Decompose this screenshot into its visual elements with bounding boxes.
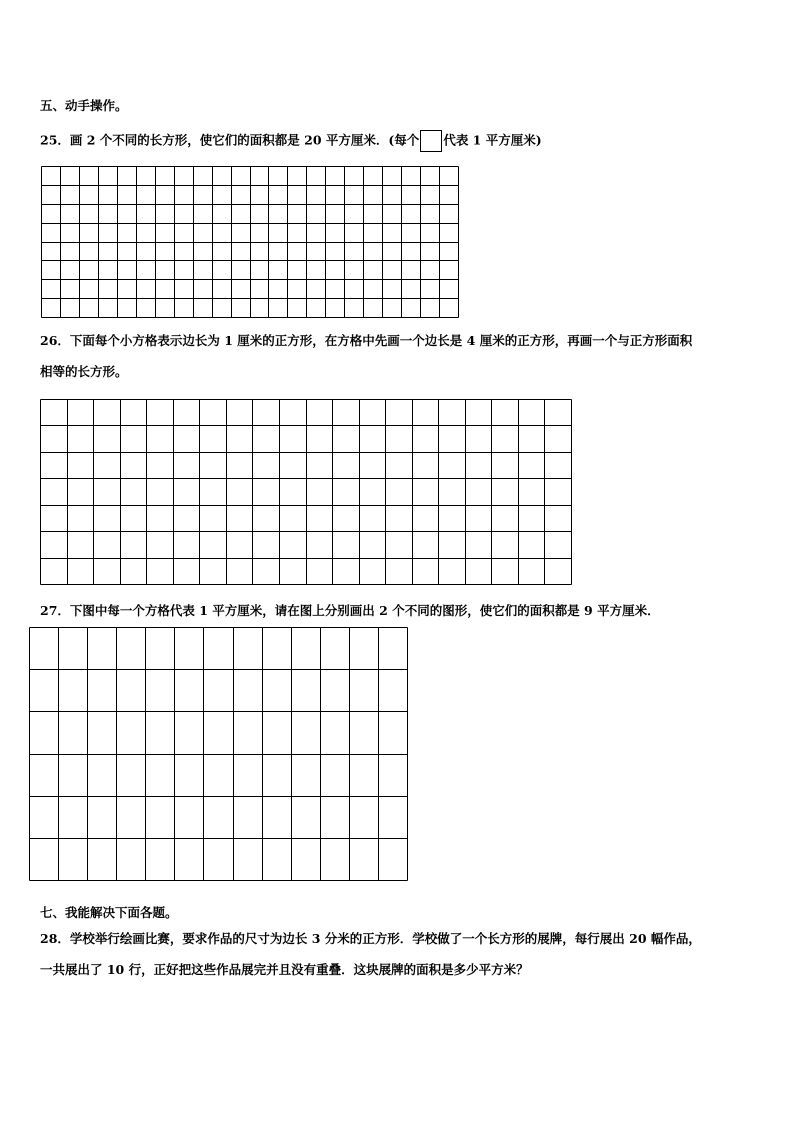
- question-25-grid[interactable]: [41, 166, 459, 318]
- section-5-heading: 五、动手操作。: [40, 98, 128, 113]
- unit-square-icon: [420, 130, 442, 152]
- section-7-heading: 七、我能解决下面各题。: [40, 905, 178, 920]
- question-27-prompt: 27．下图中每一个方格代表 1 平方厘米，请在图上分别画出 2 个不同的图形，使它们的面积都是 9 平方厘米．: [40, 603, 660, 618]
- question-28-prompt-line-2: 一共展出了 10 行，正好把这些作品展完并且没有重叠．这块展牌的面积是多少平方米？: [40, 962, 529, 977]
- question-26-prompt-line-1: 26．下面每个小方格表示边长为 1 厘米的正方形，在方格中先画一个边长是 4 厘米的正方形，再画一个与正方形面积: [40, 333, 693, 348]
- question-28-prompt-line-1: 28．学校举行绘画比赛，要求作品的尺寸为边长 3 分米的正方形．学校做了一个长方形的展牌，每行展出 20 幅作品，: [40, 931, 701, 946]
- question-27-grid[interactable]: [29, 627, 408, 881]
- question-26-prompt-line-2: 相等的长方形。: [40, 364, 128, 379]
- question-26-grid[interactable]: [40, 399, 572, 585]
- question-25-text-after: 代表 1 平方厘米): [443, 132, 542, 148]
- question-25-text-before: 25．画 2 个不同的长方形，使它们的面积都是 20 平方厘米．(每个: [40, 132, 420, 148]
- question-25-prompt: [40, 130, 542, 152]
